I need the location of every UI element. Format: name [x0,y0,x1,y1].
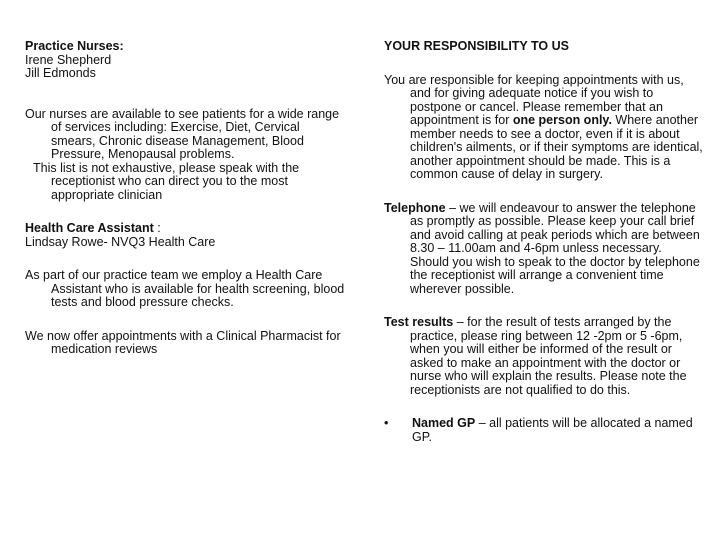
nurse-name: Jill Edmonds [25,66,96,80]
hca-paragraph: As part of our practice team we employ a Health Care Assistant who is available for health screening, blood tests and blood pressure checks. [25,268,345,309]
nurses-services-paragraph: Our nurses are available to see patients for a wide range of services including: Exercise, Diet, Cervical smears, Chronic disease Management, Blood Pressure, Menopausal problems. [25,106,340,161]
named-gp-item [384,417,704,444]
responsibility-paragraph: You are responsible for keeping appointments with us, and for giving adequate notice if you wish to postpone or cancel. Please remember that an appointment is for one person only. Where another member needs to see a doctor, even if it is about children's ailments, or if their symptoms are identical, another appointment should be made. This is a common cause of delay in surgery. [384,72,703,181]
practice-nurses-heading: Practice Nurses: [25,39,124,53]
responsibility-heading: YOUR RESPONSIBILITY TO US [384,39,569,53]
nurses-note-paragraph: This list is not exhaustive, please speak with the receptionist who can direct you to the most appropriate clinician [33,160,300,202]
nurse-name: Irene Shepherd [25,52,112,67]
bullet-icon: • [384,416,389,430]
named-gp-text: Named GP – all patients will be allocated a named GP. [412,416,693,444]
hca-name: Lindsay Rowe- NVQ3 Health Care [25,234,216,249]
telephone-paragraph: Telephone – we will endeavour to answer the telephone as promptly as possible. Please keep your call brief and avoid calling at peak periods which are between 8.30 – 11.00am and 4-6pm unless necessary. Should you wish to speak to the doctor by telephone the receptionist will arrange a convenient time wherever possible. [384,200,700,296]
pharmacist-paragraph: We now offer appointments with a Clinical Pharmacist for medication reviews [25,328,341,356]
right-column [384,40,704,444]
hca-heading: Health Care Assistant : [25,221,161,235]
test-results-paragraph: Test results – for the result of tests arranged by the practice, please ring between 12 -2pm or 5 -6pm, when you will either be informed of the result or asked to make an appointment with the doctor or nurse who will explain the results. Please note the receptionists are not qualified to do this. [384,315,687,397]
left-column [25,40,345,357]
